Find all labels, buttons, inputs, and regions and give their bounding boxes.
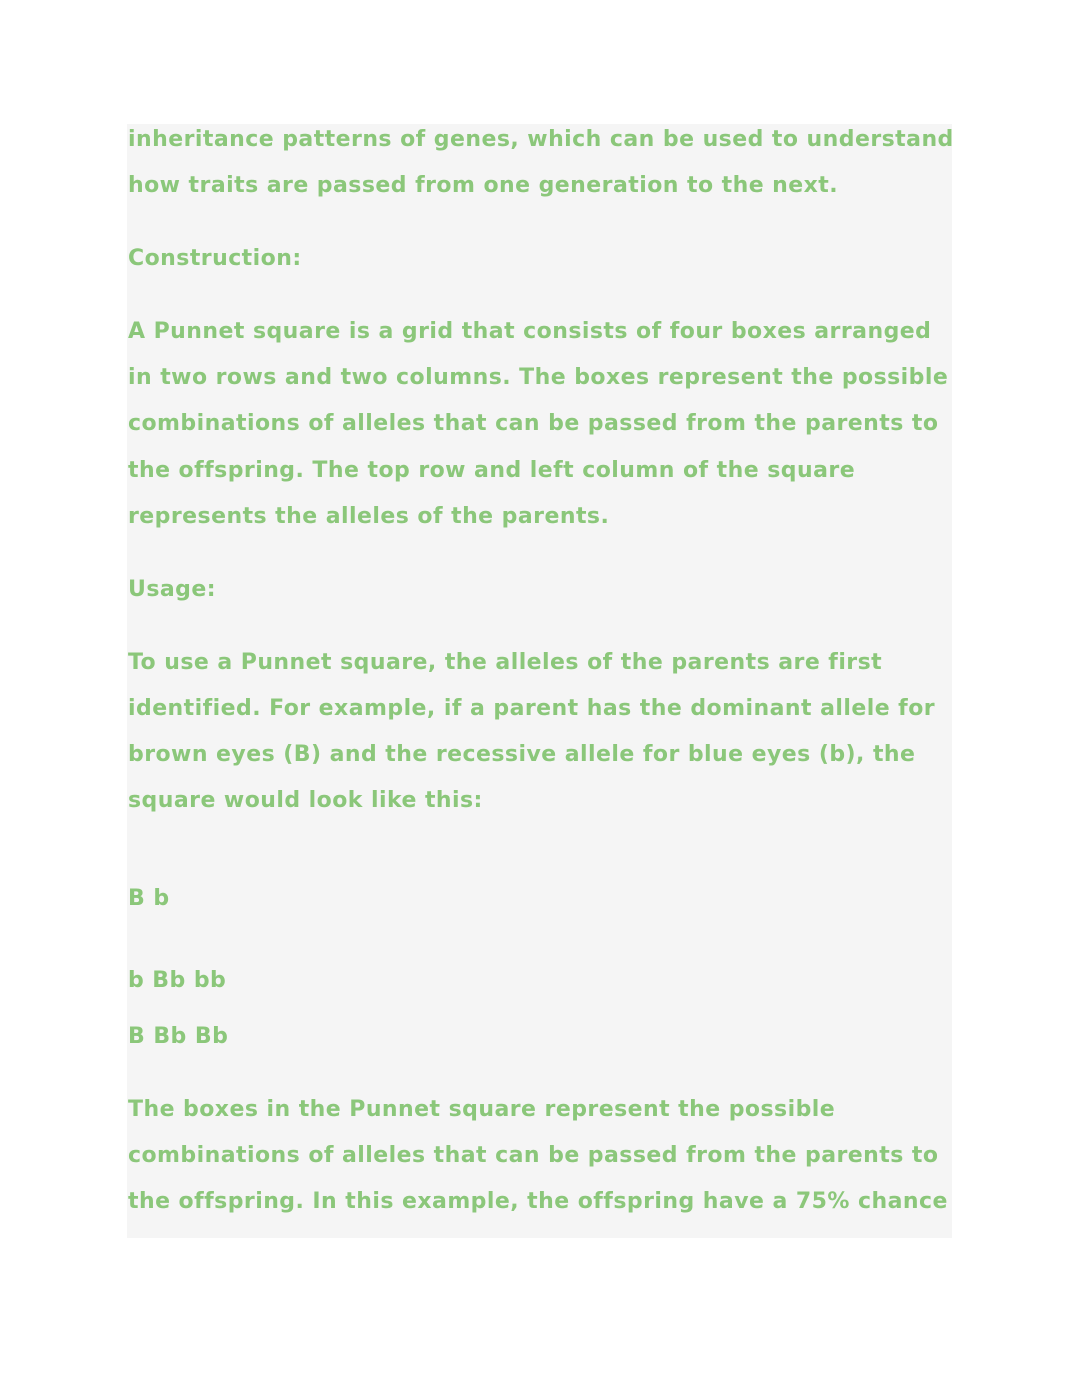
usage-line: identified. For example, if a parent has the dominant allele for xyxy=(128,696,936,721)
usage-line: square would look like this: xyxy=(128,788,483,813)
punnett-square-row: b Bb bb xyxy=(128,968,227,993)
usage-line: To use a Punnet square, the alleles of the parents are first xyxy=(128,650,883,675)
document-content-block xyxy=(127,124,952,1238)
construction-line: represents the alleles of the parents. xyxy=(128,504,610,529)
construction-line: combinations of alleles that can be passed from the parents to xyxy=(128,411,939,436)
intro-line: inheritance patterns of genes, which can be used to understand xyxy=(128,127,954,152)
punnett-square-row: B Bb Bb xyxy=(128,1024,229,1049)
usage-heading: Usage: xyxy=(128,577,216,602)
conclusion-line: the offspring. In this example, the offspring have a 75% chance xyxy=(128,1189,948,1214)
construction-line: in two rows and two columns. The boxes represent the possible xyxy=(128,365,949,390)
intro-line: how traits are passed from one generation to the next. xyxy=(128,173,839,198)
conclusion-line: The boxes in the Punnet square represent the possible xyxy=(128,1097,836,1122)
punnett-square-header-row: B b xyxy=(128,886,170,911)
construction-line: the offspring. The top row and left column of the square xyxy=(128,458,856,483)
construction-line: A Punnet square is a grid that consists of four boxes arranged xyxy=(128,319,932,344)
construction-heading: Construction: xyxy=(128,246,302,271)
usage-line: brown eyes (B) and the recessive allele for blue eyes (b), the xyxy=(128,742,916,767)
conclusion-line: combinations of alleles that can be passed from the parents to xyxy=(128,1143,939,1168)
